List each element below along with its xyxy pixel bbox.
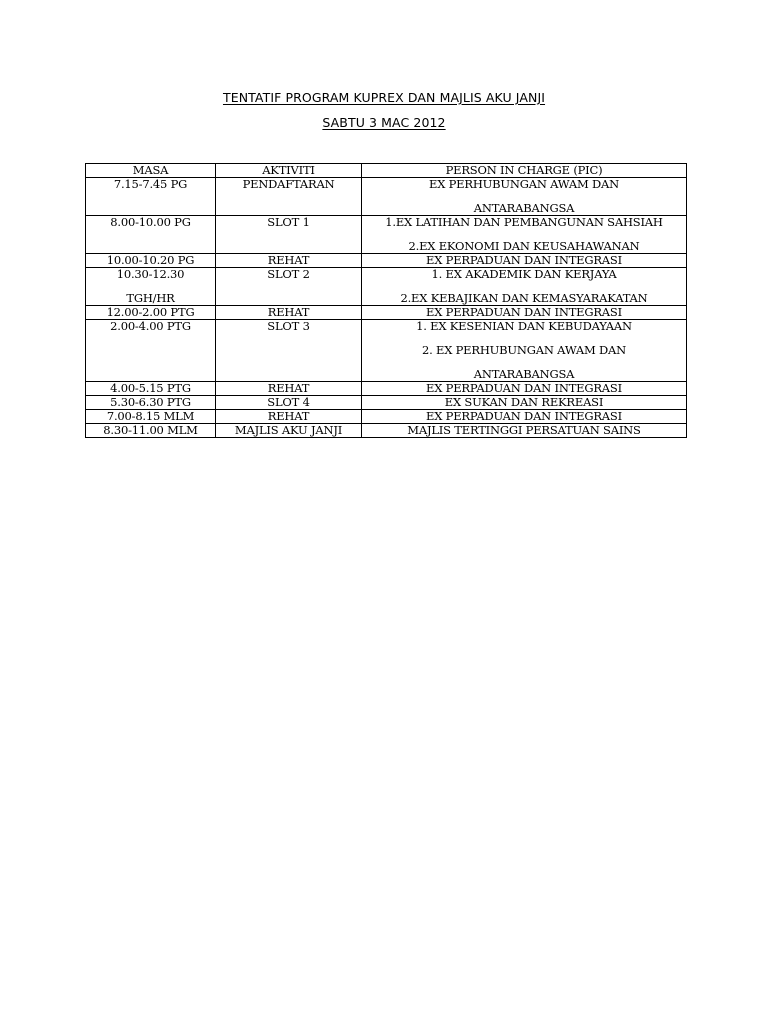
pic-text: ANTARABANGSA — [473, 367, 575, 381]
masa-cell — [86, 410, 216, 424]
aktiviti-cell: REHAT — [216, 254, 362, 268]
document-date: SABTU 3 MAC 2012 — [322, 115, 446, 130]
aktiviti-cell: SLOT 4 — [216, 396, 362, 410]
aktiviti-cell: REHAT — [216, 382, 362, 396]
pic-text: EX PERPADUAN DAN INTEGRASI — [426, 305, 622, 319]
table-row — [86, 254, 687, 268]
masa-cell — [86, 306, 216, 320]
masa-text: 4.00-5.15 PTG — [110, 381, 191, 395]
masa-text: 8.30-11.00 MLM — [103, 423, 198, 437]
pic-text: 2.EX KEBAJIKAN DAN KEMASYARAKATAN — [400, 291, 648, 305]
header-masa: MASA — [86, 164, 216, 178]
pic-text: EX PERPADUAN DAN INTEGRASI — [426, 381, 622, 395]
header-pic: PERSON IN CHARGE (PIC) — [362, 164, 687, 178]
pic-cell — [362, 254, 687, 268]
masa-cell — [86, 254, 216, 268]
pic-text: 1. EX AKADEMIK DAN KERJAYA — [431, 267, 617, 281]
pic-cell — [362, 424, 687, 438]
masa-text: 10.30-12.30 — [116, 267, 185, 281]
masa-cell — [86, 216, 216, 254]
document-title: TENTATIF PROGRAM KUPREX DAN MAJLIS AKU JANJI — [222, 90, 546, 105]
pic-text: 1.EX LATIHAN DAN PEMBANGUNAN SAHSIAH — [385, 215, 663, 229]
pic-cell — [362, 216, 687, 254]
masa-cell — [86, 424, 216, 438]
masa-text: 7.15-7.45 PG — [113, 177, 188, 191]
pic-text: 2.EX EKONOMI DAN KEUSAHAWANAN — [408, 239, 640, 253]
pic-cell — [362, 382, 687, 396]
aktiviti-cell: REHAT — [216, 410, 362, 424]
aktiviti-cell: REHAT — [216, 306, 362, 320]
masa-text: 7.00-8.15 MLM — [106, 409, 195, 423]
table-row — [86, 396, 687, 410]
table-row — [86, 306, 687, 320]
aktiviti-cell: SLOT 3 — [216, 320, 362, 382]
pic-text: MAJLIS TERTINGGI PERSATUAN SAINS — [407, 423, 641, 437]
table-row — [86, 410, 687, 424]
pic-text: EX SUKAN DAN REKREASI — [444, 395, 604, 409]
masa-text: 8.00-10.00 PG — [110, 215, 191, 229]
pic-cell — [362, 320, 687, 382]
masa-text: 12.00-2.00 PTG — [106, 305, 195, 319]
masa-cell — [86, 268, 216, 306]
aktiviti-cell: PENDAFTARAN — [216, 178, 362, 216]
table-header-row — [86, 164, 687, 178]
masa-text: 10.00-10.20 PG — [106, 253, 195, 267]
table-row — [86, 320, 687, 382]
pic-cell — [362, 178, 687, 216]
pic-cell — [362, 306, 687, 320]
masa-cell — [86, 382, 216, 396]
masa-cell — [86, 396, 216, 410]
pic-text: EX PERPADUAN DAN INTEGRASI — [426, 253, 622, 267]
pic-cell — [362, 268, 687, 306]
table-row — [86, 424, 687, 438]
pic-text: EX PERHUBUNGAN AWAM DAN — [429, 177, 619, 191]
aktiviti-cell: SLOT 1 — [216, 216, 362, 254]
table-row — [86, 382, 687, 396]
pic-cell — [362, 410, 687, 424]
pic-text: 2. EX PERHUBUNGAN AWAM DAN — [421, 343, 626, 357]
pic-text: EX PERPADUAN DAN INTEGRASI — [426, 409, 622, 423]
schedule-table — [85, 163, 687, 438]
pic-cell — [362, 396, 687, 410]
masa-text: 2.00-4.00 PTG — [110, 319, 191, 333]
masa-text: 5.30-6.30 PTG — [110, 395, 191, 409]
aktiviti-cell: MAJLIS AKU JANJI — [216, 424, 362, 438]
table-row — [86, 268, 687, 306]
table-row — [86, 216, 687, 254]
pic-text: 1. EX KESENIAN DAN KEBUDAYAAN — [416, 319, 632, 333]
masa-cell — [86, 178, 216, 216]
table-row — [86, 178, 687, 216]
pic-text: ANTARABANGSA — [473, 201, 575, 215]
aktiviti-cell: SLOT 2 — [216, 268, 362, 306]
masa-text: TGH/HR — [126, 291, 175, 305]
masa-cell — [86, 320, 216, 382]
header-aktiviti: AKTIVITI — [216, 164, 362, 178]
